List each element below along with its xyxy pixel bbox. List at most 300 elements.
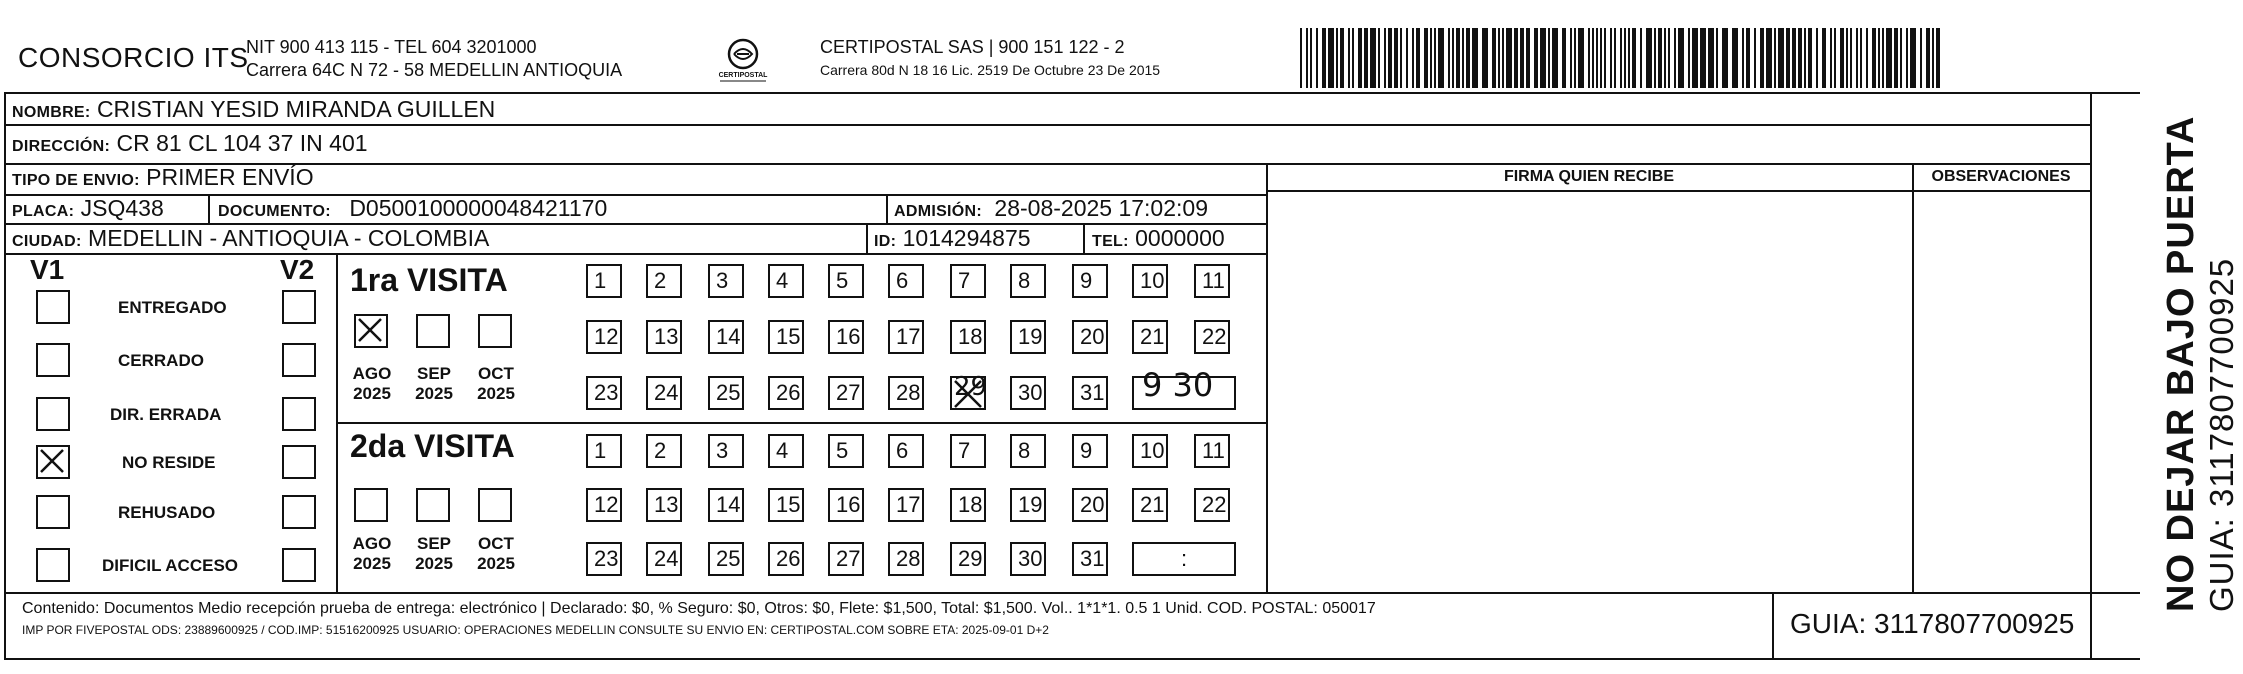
barcode-bar <box>1430 28 1432 88</box>
visit2-day-number: 1 <box>594 438 607 463</box>
barcode-bar <box>1830 28 1832 88</box>
visit2-month-label <box>404 534 464 574</box>
barcode-bar <box>1760 28 1764 88</box>
visit2-day-box[interactable] <box>1010 542 1046 576</box>
visit1-day-box[interactable] <box>1194 320 1230 354</box>
company-name: CONSORCIO ITS <box>18 42 249 73</box>
barcode-bar <box>1664 28 1666 88</box>
tel-label: TEL: <box>1092 233 1129 250</box>
visit1-day-box[interactable] <box>828 376 864 410</box>
placa-label: PLACA: <box>12 203 75 220</box>
barcode-bar <box>1732 28 1738 88</box>
barcode-bar <box>1900 28 1902 88</box>
visit2-time-box[interactable] <box>1132 542 1236 576</box>
barcode-bar <box>1894 28 1898 88</box>
tel-row <box>1092 225 1225 252</box>
direccion-label: DIRECCIÓN: <box>12 138 111 155</box>
direccion-row <box>12 130 368 157</box>
barcode-bar <box>1336 28 1338 88</box>
v2-checkbox[interactable] <box>282 548 316 582</box>
barcode-bar <box>1910 28 1916 88</box>
visit2-day-number: 31 <box>1080 546 1105 571</box>
visit1-day-box[interactable] <box>708 320 744 354</box>
visit1-day-number: 27 <box>836 380 861 405</box>
nombre-row <box>12 96 495 123</box>
barcode-bar <box>1792 28 1796 88</box>
visit1-time-box[interactable] <box>1132 366 1236 410</box>
visit1-day-number: 16 <box>836 324 861 349</box>
visit1-day-number: 7 <box>958 268 971 293</box>
barcode-bar <box>1416 28 1420 88</box>
visit2-day-box[interactable] <box>1132 434 1168 468</box>
visit2-day-number: 19 <box>1018 492 1043 517</box>
barcode-bar <box>1798 28 1802 88</box>
visit2-day-number: 5 <box>836 438 849 463</box>
barcode-bar <box>1614 28 1616 88</box>
v2-checkbox[interactable] <box>282 343 316 377</box>
barcode-bar <box>1424 28 1428 88</box>
visit1-month-name: OCT <box>478 364 514 383</box>
visit2-month-checkbox[interactable] <box>478 488 512 522</box>
barcode-bar <box>1506 28 1512 88</box>
barcode-bar <box>1452 28 1454 88</box>
barcode-bar <box>1906 28 1908 88</box>
visit2-day-box[interactable] <box>586 488 622 522</box>
visit2-day-box[interactable] <box>1072 434 1108 468</box>
barcode-bar <box>1348 28 1350 88</box>
visit1-day-box[interactable] <box>888 376 924 410</box>
visit2-day-box[interactable] <box>828 542 864 576</box>
barcode-bar <box>1604 28 1606 88</box>
barcode-bar <box>1466 28 1470 88</box>
visit2-day-box[interactable] <box>1132 488 1168 522</box>
footer-meta: IMP POR FIVEPOSTAL ODS: 23889600925 / COD.IMP: 51516200925 USUARIO: OPERACIONES MEDELLIN CONSULTE SU ENVIO EN: CERTIPOSTAL.COM SOBRE ETA: 2025-09-01 D+2 <box>22 623 1049 637</box>
status-label: DIFICIL ACCESO <box>102 556 239 575</box>
visit2-day-box[interactable] <box>888 488 924 522</box>
visit2-day-number: 23 <box>594 546 619 571</box>
side-warning: NO DEJAR BAJO PUERTA <box>2160 115 2202 612</box>
visit2-month-checkbox[interactable] <box>354 488 388 522</box>
documento-row <box>218 195 607 222</box>
barcode-bar <box>1742 28 1744 88</box>
barcode-bar <box>1834 28 1836 88</box>
visit2-day-box[interactable] <box>1010 488 1046 522</box>
visit2-day-number: 13 <box>654 492 679 517</box>
visit2-day-box[interactable] <box>646 542 682 576</box>
barcode-bar <box>1632 28 1636 88</box>
visit2-day-number: 22 <box>1202 492 1227 517</box>
visit2-day-box[interactable] <box>950 542 986 576</box>
ciudad-label: CIUDAD: <box>12 233 82 250</box>
visit1-day-number: 9 <box>1080 268 1093 293</box>
visit2-day-box[interactable] <box>768 542 804 576</box>
visit1-day-box[interactable] <box>1010 264 1046 298</box>
visit2-day-box[interactable] <box>768 434 804 468</box>
visit1-day-number: 22 <box>1202 324 1227 349</box>
visit2-month-label <box>342 534 402 574</box>
visit1-day-number: 26 <box>776 380 801 405</box>
v1-checkbox[interactable] <box>36 397 70 431</box>
side-notice <box>2160 116 2241 612</box>
visit2-day-number: 17 <box>896 492 921 517</box>
barcode-bar <box>1562 28 1566 88</box>
barcode-bar <box>1668 28 1670 88</box>
visit1-day-box[interactable] <box>768 320 804 354</box>
barcode-bar <box>1708 28 1714 88</box>
barcode-bar <box>1628 28 1630 88</box>
company-info <box>246 36 622 82</box>
id-label: ID: <box>874 233 897 250</box>
barcode-bar <box>1588 28 1590 88</box>
barcode-bar <box>1610 28 1612 88</box>
visit2-month-label <box>466 534 526 574</box>
visit1-month-label <box>404 364 464 404</box>
direccion-value: CR 81 CL 104 37 IN 401 <box>116 130 368 156</box>
barcode-bar <box>1786 28 1790 88</box>
barcode-bar <box>1328 28 1334 88</box>
visit1-day-number: 2 <box>654 268 667 293</box>
visit1-month-checkbox[interactable] <box>416 314 450 348</box>
address-line: Carrera 64C N 72 - 58 MEDELLIN ANTIOQUIA <box>246 60 623 80</box>
visit1-day-number: 3 <box>716 268 729 293</box>
barcode-bar <box>1534 28 1538 88</box>
barcode-bar <box>1378 28 1380 88</box>
visit2-day-box[interactable] <box>828 434 864 468</box>
visit1-day-box[interactable] <box>950 320 986 354</box>
visit2-day-number: 24 <box>654 546 679 571</box>
barcode-bar <box>1920 28 1922 88</box>
tel-value: 0000000 <box>1135 225 1225 251</box>
certi-line1: CERTIPOSTAL SAS | 900 151 122 - 2 <box>820 37 1125 57</box>
visit1-month-checkbox[interactable] <box>478 314 512 348</box>
barcode-bar <box>1502 28 1504 88</box>
nombre-value: CRISTIAN YESID MIRANDA GUILLEN <box>96 96 496 122</box>
visit1-day-number: 15 <box>776 324 801 349</box>
footer-content: Contenido: Documentos Medio recepción prueba de entrega: electrónico | Declarado: $0, % Seguro: $0, Otros: $0, Flete: $1,500, Total: $1,500. Vol.. 1*1*1. 0.5 1 Unid. COD. POSTAL: 050017 <box>22 600 1376 617</box>
visit2-time-value: : <box>1180 546 1188 571</box>
status-label: NO RESIDE <box>122 453 216 472</box>
visit2-day-box[interactable] <box>828 488 864 522</box>
visit2-day-box[interactable] <box>950 488 986 522</box>
nombre-label: NOMBRE: <box>12 104 91 121</box>
visit1-day-box[interactable] <box>828 320 864 354</box>
visit1-day-box[interactable] <box>586 264 622 298</box>
visit2-month-checkbox[interactable] <box>416 488 450 522</box>
visit1-day-box[interactable] <box>708 376 744 410</box>
barcode-bar <box>1678 28 1684 88</box>
barcode-bar <box>1716 28 1718 88</box>
barcode-bar <box>1322 28 1326 88</box>
visit1-month-name: AGO <box>352 364 392 383</box>
barcode-bar <box>1384 28 1386 88</box>
v2-checkbox[interactable] <box>282 397 316 431</box>
visit1-day-handwritten: 29 <box>954 372 988 402</box>
barcode-bar <box>1400 28 1402 88</box>
placa-value: JSQ438 <box>80 195 164 221</box>
barcode-bar <box>1624 28 1626 88</box>
barcode-bar <box>1850 28 1852 88</box>
barcode-bar <box>1886 28 1892 88</box>
visit1-day-box[interactable] <box>646 376 682 410</box>
status-label: DIR. ERRADA <box>110 405 222 424</box>
visit1-day-box[interactable] <box>1010 376 1046 410</box>
barcode-bar <box>1406 28 1408 88</box>
barcode-bar <box>1882 28 1884 88</box>
visit1-day-box[interactable] <box>646 320 682 354</box>
barcode-bar <box>1646 28 1652 88</box>
visit2-day-box[interactable] <box>1194 434 1230 468</box>
visit1-day-box[interactable] <box>768 264 804 298</box>
barcode-bar <box>1310 28 1312 88</box>
ciudad-value: MEDELLIN - ANTIOQUIA - COLOMBIA <box>88 225 490 251</box>
certipostal-logo <box>710 34 776 92</box>
barcode-bar <box>1434 28 1436 88</box>
visit2-day-box[interactable] <box>950 434 986 468</box>
visit2-month-name: AGO <box>352 534 392 553</box>
visit2-day-number: 7 <box>958 438 971 463</box>
visit1-day-number: 13 <box>654 324 679 349</box>
tipo-value: PRIMER ENVÍO <box>146 164 314 190</box>
visit1-day-box[interactable] <box>708 264 744 298</box>
visit1-day-box[interactable] <box>768 376 804 410</box>
visit2-day-box[interactable] <box>1010 434 1046 468</box>
v2-checkbox[interactable] <box>282 290 316 324</box>
visit1-day-box[interactable] <box>888 320 924 354</box>
barcode-bar <box>1766 28 1772 88</box>
visit2-day-box[interactable] <box>888 434 924 468</box>
barcode-bar <box>1926 28 1930 88</box>
barcode-bar <box>1306 28 1308 88</box>
visit1-day-box[interactable] <box>1132 320 1168 354</box>
barcode-bar <box>1932 28 1934 88</box>
certipostal-info <box>820 36 1160 82</box>
visit1-day-number: 17 <box>896 324 921 349</box>
visit1-day-number: 23 <box>594 380 619 405</box>
barcode-bar <box>1658 28 1662 88</box>
visit2-day-number: 27 <box>836 546 861 571</box>
barcode-bar <box>1816 28 1818 88</box>
documento-label: DOCUMENTO: <box>218 203 331 220</box>
visit2-day-number: 26 <box>776 546 801 571</box>
barcode-bar <box>1540 28 1546 88</box>
barcode-bar <box>1872 28 1876 88</box>
v1-checkbox[interactable] <box>36 548 70 582</box>
barcode-bar <box>1300 28 1302 88</box>
barcode-bar <box>1774 28 1776 88</box>
visit2-day-box[interactable] <box>708 542 744 576</box>
visit2-day-box[interactable] <box>1072 542 1108 576</box>
visit2-month-name: OCT <box>478 534 514 553</box>
visit2-day-box[interactable] <box>646 434 682 468</box>
barcode-bar <box>1548 28 1550 88</box>
barcode-bar <box>1856 28 1858 88</box>
visit1-month-label <box>342 364 402 404</box>
visit1-day-box[interactable] <box>1072 376 1108 410</box>
ciudad-row <box>12 225 489 252</box>
visit2-day-number: 3 <box>716 438 729 463</box>
visit2-month-year: 2025 <box>415 554 453 573</box>
visit1-time-value: 9 30 <box>1142 366 1214 404</box>
visit1-day-box[interactable] <box>1072 264 1108 298</box>
visit2-day-box[interactable] <box>586 434 622 468</box>
barcode-bar <box>1462 28 1464 88</box>
barcode-bar <box>1754 28 1756 88</box>
visit1-month-label <box>466 364 526 404</box>
visit1-day-number: 10 <box>1140 268 1165 293</box>
barcode-bar <box>1340 28 1344 88</box>
visit1-day-box[interactable] <box>1194 264 1230 298</box>
status-label: CERRADO <box>118 351 204 370</box>
visit1-day-box[interactable] <box>1132 264 1168 298</box>
visit2-day-number: 25 <box>716 546 741 571</box>
visit2-day-number: 15 <box>776 492 801 517</box>
visit2-day-box[interactable] <box>586 542 622 576</box>
checkmark-x-icon <box>38 447 68 477</box>
visit2-month-year: 2025 <box>477 554 515 573</box>
barcode-bar <box>1640 28 1642 88</box>
visit2-day-box[interactable] <box>708 434 744 468</box>
v1-checkbox[interactable] <box>36 445 70 479</box>
barcode-bar <box>1438 28 1444 88</box>
barcode-bar <box>1878 28 1880 88</box>
visit2-day-number: 18 <box>958 492 983 517</box>
visit1-month-year: 2025 <box>477 384 515 403</box>
visit2-day-number: 16 <box>836 492 861 517</box>
tipo-label: TIPO DE ENVIO: <box>12 172 140 189</box>
barcode-bar <box>1472 28 1478 88</box>
barcode-bar <box>1654 28 1656 88</box>
documento-value: D0500100000048421170 <box>349 195 608 221</box>
admision-value: 28-08-2025 17:02:09 <box>994 195 1208 221</box>
visit1-day-number: 4 <box>776 268 789 293</box>
barcode-bar <box>1574 28 1576 88</box>
v2-header: V2 <box>280 254 315 285</box>
visit2-day-box[interactable] <box>646 488 682 522</box>
barcode-bar <box>1388 28 1392 88</box>
barcode-bar <box>1592 28 1594 88</box>
visit1-day-number: 19 <box>1018 324 1043 349</box>
admision-label: ADMISIÓN: <box>894 203 983 220</box>
visit1-day-number: 30 <box>1018 380 1043 405</box>
visit1-day-box[interactable] <box>888 264 924 298</box>
barcode-bar <box>1936 28 1940 88</box>
barcode-bar <box>1840 28 1844 88</box>
barcode-bar <box>1746 28 1750 88</box>
visit1-month-checkbox[interactable] <box>354 314 388 348</box>
visit1-day-box[interactable] <box>586 376 622 410</box>
tipo-row <box>12 164 314 191</box>
status-label: REHUSADO <box>118 503 216 522</box>
visit1-day-box[interactable] <box>646 264 682 298</box>
visit1-day-box[interactable] <box>828 264 864 298</box>
visit2-day-number: 28 <box>896 546 921 571</box>
visit1-day-box[interactable] <box>950 372 988 410</box>
visit2-day-number: 4 <box>776 438 789 463</box>
barcode-bar <box>1514 28 1518 88</box>
visit1-day-number: 20 <box>1080 324 1105 349</box>
barcode-bar <box>1456 28 1460 88</box>
barcode-bar <box>1482 28 1488 88</box>
v1-header: V1 <box>30 254 65 285</box>
barcode <box>1300 28 1940 88</box>
barcode-bar <box>1804 28 1806 88</box>
visit1-day-box[interactable] <box>1072 320 1108 354</box>
visit1-day-number: 18 <box>958 324 983 349</box>
visit2-month-name: SEP <box>416 534 452 553</box>
visit2-day-number: 10 <box>1140 438 1165 463</box>
visit1-day-box[interactable] <box>1010 320 1046 354</box>
barcode-bar <box>1570 28 1572 88</box>
barcode-bar <box>1860 28 1862 88</box>
v1-checkbox[interactable] <box>36 343 70 377</box>
logo-icon <box>710 34 776 92</box>
visit2-day-number: 12 <box>594 492 619 517</box>
barcode-bar <box>1700 28 1706 88</box>
visit1-day-number: 5 <box>836 268 849 293</box>
visit2-day-box[interactable] <box>1194 488 1230 522</box>
visit2-day-number: 6 <box>896 438 909 463</box>
observaciones-header: OBSERVACIONES <box>1931 168 2071 185</box>
v1-checkbox[interactable] <box>36 495 70 529</box>
status-label: ENTREGADO <box>118 298 227 317</box>
side-guia: GUIA: 3117807700925 <box>2203 257 2240 612</box>
placa-row <box>12 195 164 222</box>
barcode-bar <box>1412 28 1414 88</box>
barcode-bar <box>1688 28 1690 88</box>
id-row <box>874 225 1031 252</box>
barcode-bar <box>1692 28 1698 88</box>
barcode-bar <box>1498 28 1500 88</box>
nit-line: NIT 900 413 115 - TEL 604 3201000 <box>246 37 537 57</box>
visit1-day-box[interactable] <box>950 264 986 298</box>
visit1-day-number: 14 <box>716 324 741 349</box>
visit2-day-box[interactable] <box>1072 488 1108 522</box>
visit2-day-box[interactable] <box>768 488 804 522</box>
certi-line2: Carrera 80d N 18 16 Lic. 2519 De Octubre 23 De 2015 <box>820 62 1161 78</box>
barcode-bar <box>1778 28 1784 88</box>
barcode-bar <box>1596 28 1598 88</box>
visit2-day-number: 8 <box>1018 438 1031 463</box>
barcode-bar <box>1352 28 1354 88</box>
barcode-bar <box>1364 28 1368 88</box>
visit2-day-number: 21 <box>1140 492 1165 517</box>
visit2-day-number: 14 <box>716 492 741 517</box>
barcode-bar <box>1370 28 1376 88</box>
v1-checkbox[interactable] <box>36 290 70 324</box>
visit1-day-number: 11 <box>1202 268 1225 293</box>
visit1-day-number: 1 <box>594 268 607 293</box>
barcode-bar <box>1674 28 1676 88</box>
visit2-title: 2da VISITA <box>350 428 515 464</box>
barcode-bar <box>1846 28 1848 88</box>
barcode-bar <box>1448 28 1450 88</box>
visit2-day-box[interactable] <box>708 488 744 522</box>
visit2-day-number: 30 <box>1018 546 1043 571</box>
logo-text: CERTIPOSTAL <box>718 72 768 79</box>
barcode-bar <box>1620 28 1622 88</box>
v2-checkbox[interactable] <box>282 495 316 529</box>
visit2-day-box[interactable] <box>888 542 924 576</box>
visit1-day-number: 25 <box>716 380 741 405</box>
visit2-day-number: 11 <box>1202 438 1225 463</box>
id-value: 1014294875 <box>902 225 1031 251</box>
visit1-day-number: 31 <box>1080 380 1105 405</box>
v2-checkbox[interactable] <box>282 445 316 479</box>
visit2-day-number: 20 <box>1080 492 1105 517</box>
visit1-day-box[interactable] <box>586 320 622 354</box>
visit1-day-number: 21 <box>1140 324 1165 349</box>
barcode-bar <box>1866 28 1868 88</box>
